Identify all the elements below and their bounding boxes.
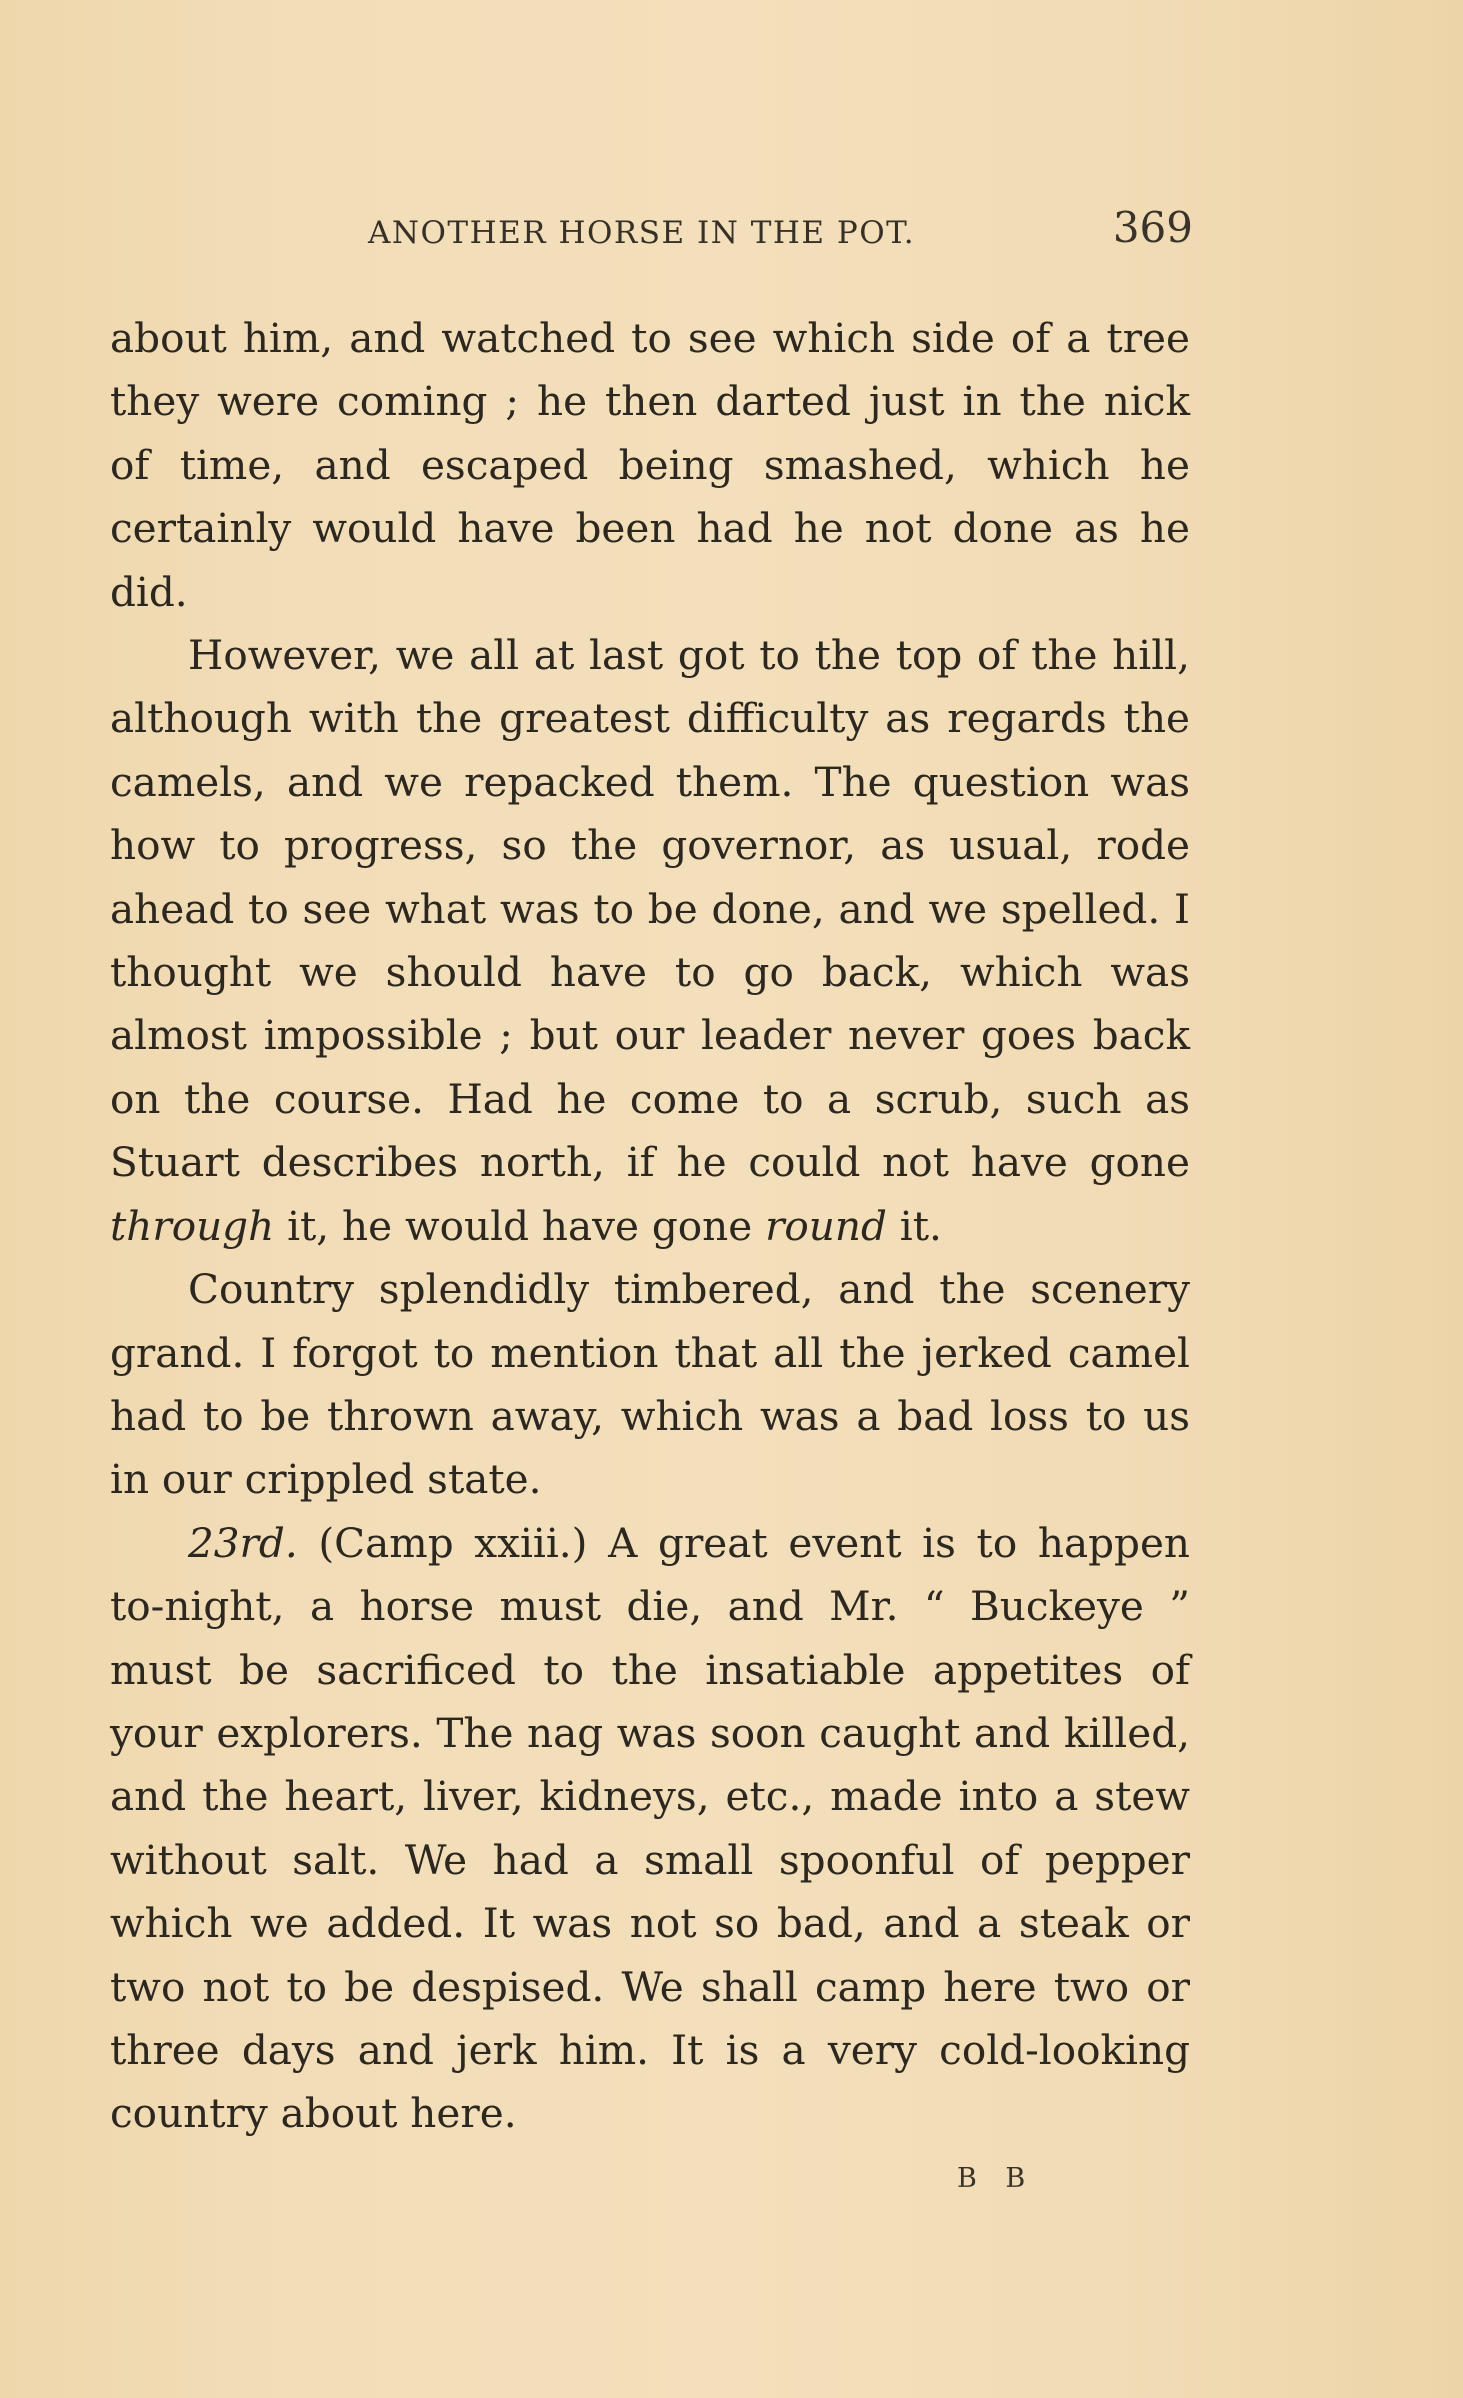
paragraph-2-end: it.: [886, 1201, 942, 1250]
emphasis-round: round: [765, 1201, 887, 1250]
paragraph-4: [110, 1512, 1190, 2146]
paragraph-2: [110, 624, 1190, 1258]
emphasis-through: through: [110, 1201, 275, 1250]
paragraph-2-mid: it, he would have gone: [274, 1201, 766, 1250]
running-header: [110, 203, 1193, 263]
paragraph-3: Country splendidly timbered, and the scenery grand. I forgot to mention that all the jerked camel had to be thrown away, which was a bad loss to us in our crippled state.: [110, 1265, 1190, 1504]
paragraph-2-text: However, we all at last got to the top of the hill, although with the greatest difficulty as regards the camels, and we repacked them. The question was how to progress, so the governor, as usual, rode ahead to see what was to be done, and we spelled. I thought we should have to go back, which was almost impossible ; but our leader never goes back on the course. Had he come to a scrub, such as Stuart describes north, if he could not have gone: [110, 631, 1190, 1187]
signature-mark: B B: [957, 2163, 1036, 2194]
paragraph-1: about him, and watched to see which side of a tree they were coming ; he then darted just in the nick of time, and escaped being smashed, which he certainly would have been had he not done as he did.: [110, 314, 1190, 616]
page-number: 369: [1112, 203, 1193, 252]
paragraph-4-text: (Camp xxiii.) A great event is to happen to-night, a horse must die, and Mr. “ Buckeye ” must be sacrificed to the insatiable appetites of your explorers. The nag was soon caught and killed, and the heart, liver, kidneys, etc., made into a stew without salt. We had a small spoonful of pepper which we added. It was not so bad, and a steak or two not to be despised. We shall camp here two or three days and jerk him. It is a very cold-looking country about here.: [110, 1518, 1190, 2138]
entry-date: 23rd.: [188, 1518, 298, 1567]
running-title: ANOTHER HORSE IN THE POT.: [368, 215, 916, 251]
body-text: [110, 307, 1190, 2146]
